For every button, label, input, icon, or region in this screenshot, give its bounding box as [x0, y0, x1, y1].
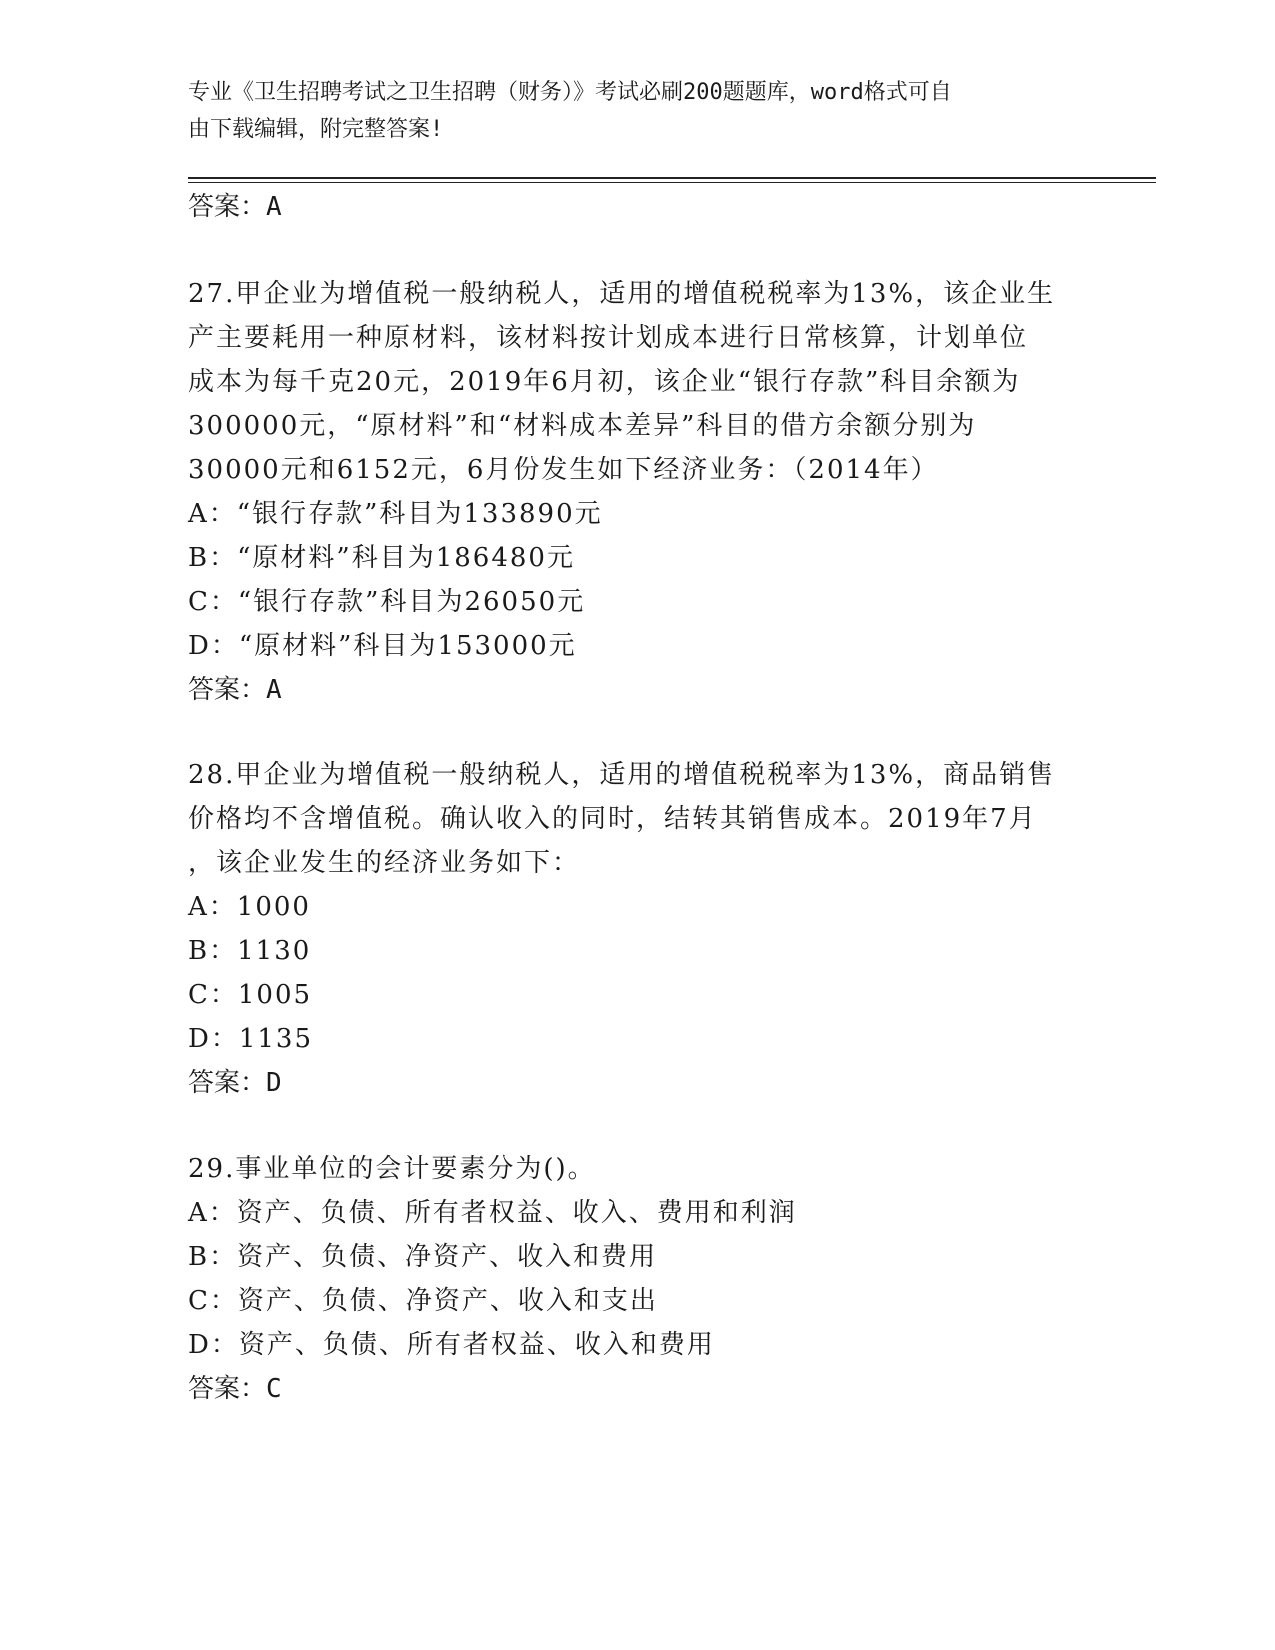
question-28-line-1: 28.甲企业为增值税一般纳税人，适用的增值税税率为13%，商品销售 [188, 760, 1056, 790]
question-27-option-a: A：“银行存款”科目为133890元 [188, 499, 603, 529]
question-29-option-a: A：资产、负债、所有者权益、收入、费用和利润 [188, 1198, 797, 1228]
question-28-answer: 答案：D [188, 1068, 282, 1098]
question-28-option-a: A：1000 [188, 892, 311, 922]
question-29-answer: 答案：C [188, 1374, 282, 1404]
question-27-line-3: 成本为每千克20元，2019年6月初，该企业“银行存款”科目余额为 [188, 367, 1021, 397]
previous-answer: 答案：A [188, 192, 282, 222]
question-28-line-3: ，该企业发生的经济业务如下： [188, 848, 581, 878]
question-27-option-b: B：“原材料”科目为186480元 [188, 543, 575, 573]
header-line-2: 由下载编辑，附完整答案! [188, 117, 444, 142]
question-28-option-c: C：1005 [188, 980, 313, 1010]
question-27-option-c: C：“银行存款”科目为26050元 [188, 587, 586, 617]
question-27-line-4: 300000元，“原材料”和“材料成本差异”科目的借方余额分别为 [188, 411, 977, 441]
question-27-line-5: 30000元和6152元，6月份发生如下经济业务：（2014年） [188, 455, 939, 485]
question-29-option-d: D：资产、负债、所有者权益、收入和费用 [188, 1330, 715, 1360]
question-28-option-b: B：1130 [188, 936, 312, 966]
document-header [188, 74, 1078, 148]
question-28-line-2: 价格均不含增值税。确认收入的同时，结转其销售成本。2019年7月 [188, 804, 1037, 834]
header-rule-thin [188, 182, 1156, 183]
question-29-option-b: B：资产、负债、净资产、收入和费用 [188, 1242, 658, 1272]
header-line-1: 专业《卫生招聘考试之卫生招聘（财务）》考试必刷200题题库，word格式可自 [188, 80, 952, 105]
question-27-line-2: 产主要耗用一种原材料，该材料按计划成本进行日常核算，计划单位 [188, 323, 1029, 353]
question-29-option-c: C：资产、负债、净资产、收入和支出 [188, 1286, 658, 1316]
header-rule-thick [188, 177, 1156, 179]
question-29-line-1: 29.事业单位的会计要素分为()。 [188, 1154, 596, 1184]
question-27-answer: 答案：A [188, 675, 282, 705]
question-27-line-1: 27.甲企业为增值税一般纳税人，适用的增值税税率为13%，该企业生 [188, 279, 1056, 309]
question-28-option-d: D：1135 [188, 1024, 314, 1054]
question-27-option-d: D：“原材料”科目为153000元 [188, 631, 577, 661]
